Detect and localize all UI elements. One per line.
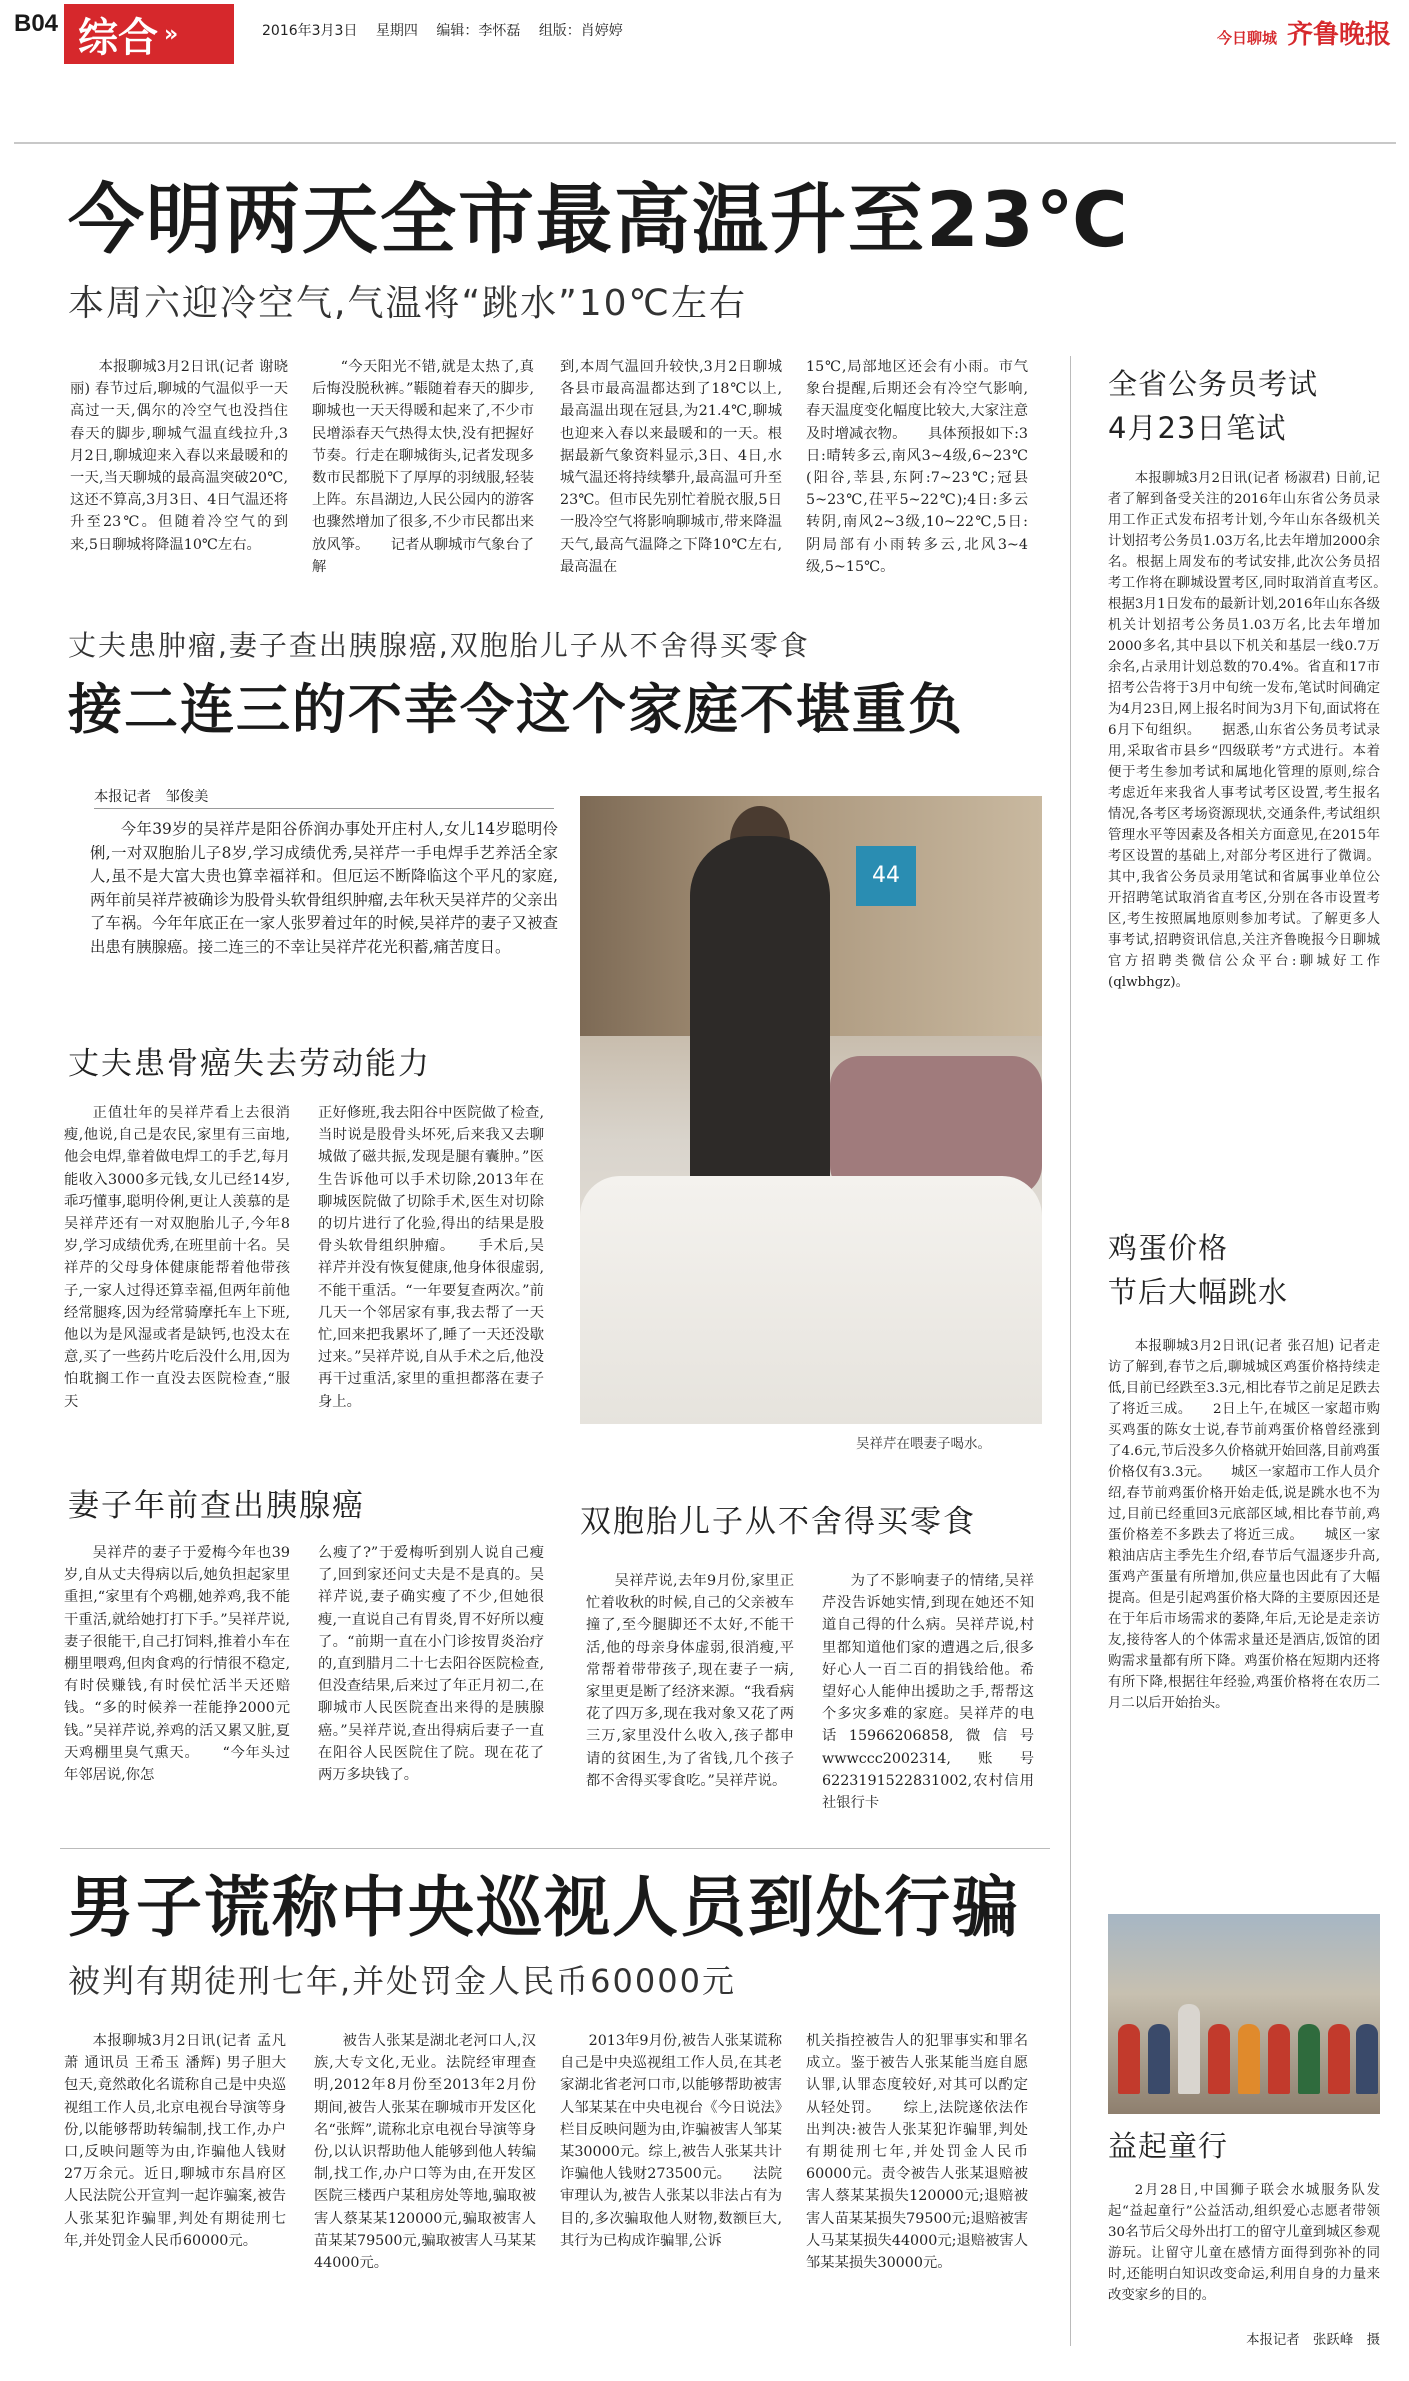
photo-kid <box>1328 2024 1350 2094</box>
egg-headline <box>1108 1226 1288 1314</box>
story2-section3-col1 <box>586 1570 794 1792</box>
story1-col1 <box>70 356 288 556</box>
story1-col1-text: 本报聊城3月2日讯(记者 谢晓丽) 春节过后,聊城的气温似乎一天高过一天,偶尔的冷空气也没挡住春天的脚步,聊城气温直线拉升,3月2日,聊城迎来入春以来最暖和的一天,当天聊城的最高温突破20℃,这还不算高,3月3日、4日气温还将升至23℃。但随着冷空气的到来,5日聊城将降温10℃左右。 <box>70 359 288 553</box>
egg-headline-line2: 节后大幅跳水 <box>1108 1275 1289 1309</box>
issue-editor: 编辑：李怀磊 <box>436 23 521 39</box>
brand-edition: 今日聊城 <box>1216 29 1277 47</box>
story2-section2-col2 <box>318 1542 544 1786</box>
kids-byline: 本报记者 张跃峰 摄 <box>1246 2333 1380 2348</box>
story2-section3-col2-text: 为了不影响妻子的情绪,吴祥芹没告诉她实情,到现在她还不知道自己得的什么病。吴祥芹说,村里都知道他们家的遭遇之后,很多好心人一百二百的捐钱给他。希望好心人能伸出援助之手,帮帮这个多灾多难的家庭。吴祥芹的电话15966206858,微信号wwwccc2002314,账号6223191522831002,农村信用社银行卡 <box>822 1573 1034 1812</box>
egg-article-text: 本报聊城3月2日讯(记者 张召旭) 记者走访了解到,春节之后,聊城城区鸡蛋价格持续走低,目前已经跌至3.3元,相比春节之前足足跌去了将近三成。 2日上午,在城区一家超市购买鸡蛋的陈女士说,春节前鸡蛋价格曾经涨到了4.6元,节后没多久价格就开始回落,目前鸡蛋价格仅有3.3元。 城区一家超市工作人员介绍,春节前鸡蛋价格开始走低,说是跳水也不为过,目前已经重回3元底部区域,相比春节前,鸡蛋价格差不多跌去了将近三成。 城区一家粮油店店主季先生介绍,春节后气温逐步升高,蛋鸡产蛋量有所增加,供应量也因此有了大幅提高。但是引起鸡蛋价格大降的主要原因还是在于年后市场需求的萎降,年后,无论是走亲访友,接待客人的个体需求量还是酒店,饭馆的团购需求量都有所下降。鸡蛋价格在短期内还将有所下降,根据往年经验,鸡蛋价格将在农历二月二以后开始抬头。 <box>1108 1339 1380 1711</box>
story2-kicker: 丈夫患肿瘤,妻子查出胰腺癌,双胞胎儿子从不舍得买零食 <box>68 629 810 662</box>
photo-kid <box>1238 2024 1260 2094</box>
story1-col3-text: 到,本周气温回升较快,3月2日聊城各县市最高温都达到了18℃以上,最高温出现在冠县,为21.4℃,聊城也迎来入春以来最暖和的一天。根据最新气象资料显示,3日、4日,水城气温还将持续攀升,最高温可升至23℃。但市民先别忙着脱衣服,5日一股冷空气将影响聊城市,带来降温天气,最高气温降之下降10℃左右,最高温在 <box>560 359 782 575</box>
section-banner <box>64 4 234 64</box>
story3-col4 <box>806 2030 1028 2274</box>
sidebar-divider <box>1070 356 1071 2346</box>
story3-divider <box>60 1848 1050 1849</box>
exam-headline-line2: 4月23日笔试 <box>1108 411 1287 445</box>
exam-headline <box>1108 362 1318 450</box>
story1-subheadline: 本周六迎冷空气,气温将“跳水”10℃左右 <box>68 283 747 324</box>
photo-room-sign: 44 <box>856 846 916 906</box>
section-title: 综合 <box>78 14 158 61</box>
story1-col2-text: “今天阳光不错,就是太热了,真后悔没脱秋裤。”䩨随着春天的脚步,聊城也一天天得暖和起来了,不少市民增添春天气热得太快,没有把握好节奏。行走在聊城街头,记者发现多数市民都脱下了厚厚的羽绒服,轻装上阵。东昌湖边,人民公园内的游客也骤然增加了很多,不少市民都出来放风筝。 记者从聊城市气象台了解 <box>312 359 534 575</box>
issue-weekday: 星期四 <box>375 23 418 39</box>
story1-col4 <box>806 356 1028 578</box>
exam-article <box>1108 468 1407 993</box>
story1-col3 <box>560 356 782 578</box>
story2-lead-text: 今年39岁的吴祥芹是阳谷侨润办事处开庄村人,女儿14岁聪明伶俐,一对双胞胎儿子8岁,学习成绩优秀,吴祥芹一手电焊手艺养活全家人,虽不是大富大贵也算幸福祥和。但厄运不断降临这个平凡的家庭,两年前吴祥芹被确诊为股骨头软骨组织肿瘤,去年秋天吴祥芹的父亲出了车祸。今年年底正在一家人张罗着过年的时候,吴祥芹的妻子又被查出患有胰腺癌。接二连三的不幸让吴祥芹花光积蓄,痛苦度日。 <box>90 820 558 956</box>
patient-photo <box>580 796 1042 1424</box>
story3-col1-text: 本报聊城3月2日讯(记者 孟凡萧 通讯员 王希玉 潘辉) 男子胆大包天,竟然敢化名谎称自己是中央巡视组工作人员,北京电视台导演等身份,以能够帮助转编制,找工作,办户口,反映问题等为由,诈骗他人钱财27万余元。近日,聊城市东昌府区人民法院公开宣判一起诈骗案,被告人张某犯诈骗罪,判处有期徒刑七年,并处罚金人民币60000元。 <box>64 2033 286 2249</box>
photo-kid <box>1298 2024 1320 2094</box>
chevron-right-icon: » <box>164 21 179 47</box>
brand-name: 齐鲁晚报 <box>1286 20 1391 50</box>
issue-meta <box>262 20 623 40</box>
story2-section1-col2 <box>318 1102 544 1413</box>
photo-kid <box>1178 2004 1200 2094</box>
page-number: B04 <box>14 10 59 37</box>
photo-kid <box>1208 2024 1230 2094</box>
story1-col4-text: 15℃,局部地区还会有小雨。市气象台提醒,后期还会有冷空气影响,春天温度变化幅度比较大,大家注意及时增减衣物。 具体预报如下:3日:晴转多云,南风3~4级,6~23℃(阳谷,莘县,东阿:7~23℃;冠县5~23℃,茌平5~22℃);4日:多云转阴,南风2~3级,10~22℃,5日:阴局部有小雨转多云,北风3~4级,5~15℃。 <box>806 359 1028 575</box>
story2-byline: 本报记者 邹俊美 <box>94 786 554 809</box>
story2-section2-col2-text: 么瘦了?”于爱梅听到别人说自己瘦了,回到家还问丈夫是不是真的。吴祥芹说,妻子确实瘦了不少,但她很瘦,一直说自己有胃炎,胃不好所以瘦了。“前期一直在小门诊按胃炎治疗的,直到腊月二十七去阳谷医院检查,但没查结果,后来过了年正月初二,在聊城市人民医院查出来得的是胰腺癌。”吴祥芹说,查出得病后妻子一直在阳谷人民医院住了院。现在花了两万多块钱了。 <box>318 1545 544 1784</box>
kids-article-text: 2月28日,中国狮子联会水城服务队发起“益起童行”公益活动,组织爱心志愿者带领30名节后父母外出打工的留守儿童到城区参观游玩。让留守儿童在感情方面得到弥补的同时,还能明白知识改变命运,利用自身的力量来改变家乡的目的。 <box>1108 2183 1380 2303</box>
issue-layout: 组版：肖婷婷 <box>538 23 623 39</box>
photo-kid <box>1148 2024 1170 2094</box>
photo-pillow <box>830 1056 1042 1196</box>
egg-headline-line1: 鸡蛋价格 <box>1108 1231 1229 1265</box>
story3-col3-text: 2013年9月份,被告人张某谎称自己是中央巡视组工作人员,在其老家湖北省老河口市,以能够帮助被害人邹某某在中央电视台《今日说法》栏目反映问题为由,诈骗被害人邹某某30000元。综上,被告人张某共计诈骗他人钱财273500元。 法院审理认为,被告人张某以非法占有为目的,多次骗取他人财物,数额巨大,其行为已构成诈骗罪,公诉 <box>560 2033 782 2249</box>
story2-section1-col2-text: 正好修班,我去阳谷中医院做了检查,当时说是股骨头坏死,后来我又去聊城做了磁共振,发现是腿有囊肿。”医生告诉他可以手术切除,2013年在聊城医院做了切除手术,医生对切除的切片进行了化验,得出的结果是股骨头软骨组织肿瘤。 手术后,吴祥芹并没有恢复健康,他身体很虚弱,不能干重活。“一年要复查两次。”前几天一个邻居家有事,我去帮了一天忙,回来把我累坏了,睡了一天还没歇过来。”吴祥芹说,自从手术之后,他没再干过重活,家里的重担都落在妻子身上。 <box>318 1105 544 1410</box>
story2-section2-col1-text: 吴祥芹的妻子于爱梅今年也39岁,自从丈夫得病以后,她负担起家里重担,“家里有个鸡棚,她养鸡,我不能干重活,就给她打打下手。”吴祥芹说,妻子很能干,自己打饲料,推着小车在棚里喂鸡,但肉食鸡的行情很不稳定,有时侯赚钱,有时侯忙活半天还赔钱。“多的时候养一茬能挣2000元钱。”吴祥芹说,养鸡的活又累又脏,夏天鸡棚里臭气熏天。 “今年头过年邻居说,你怎 <box>64 1545 290 1784</box>
issue-date: 2016年3月3日 <box>262 23 358 39</box>
exam-article-text: 本报聊城3月2日讯(记者 杨淑君) 日前,记者了解到备受关注的2016年山东省公务员录用工作正式发布招考计划,今年山东各级机关计划招考公务员1.03万名,比去年增加2000余名。根据上周发布的考试安排,此次公务员招考工作将在聊城设置考区,同时取消首直考区。 根据3月1日发布的最新计划,2016年山东各级机关计划招考公务员1.03万名,比去年增加2000多名,其中县以下机关和基层一线0.7万余名,占录用计划总数的70.4%。省直和17市招考公告将于3月中旬统一发布,笔试时间确定为4月23日,网上报名时间为3月下旬,面试将在6月下旬组织。 据悉,山东省公务员考试录用,采取省市县乡“四级联考”方式进行。本着便于考生参加考试和属地化管理的原则,综合考虑近年来我省人事考试考区设置,考生报名情况,各考区考场资源现状,交通条件,考试组织管理水平等因素及各相关方面意见,在2015年考区设置的基础上,对部分考区进行了微调。其中,我省公务员录用笔试和省属事业单位公开招聘笔试取消省直考区,分别在各市设置考区,考生按照属地原则参加考试。了解更多人事考试,招聘资讯信息,关注齐鲁晚报今日聊城官方招聘类微信公众平台:聊城好工作(qlwbhgz)。 <box>1108 471 1407 990</box>
story2-section1-col1-text: 正值壮年的吴祥芹看上去很消瘦,他说,自己是农民,家里有三亩地,他会电焊,靠着做电焊工的手艺,每月能收入3000多元钱,女儿已经14岁,乖巧懂事,聪明伶俐,更让人羡慕的是吴祥芹还有一对双胞胎儿子,今年8岁,学习成绩优秀,在班里前十名。吴祥芹的父母身体健康能帮着他带孩子,一家人过得还算幸福,但两年前他经常腿疼,因为经常骑摩托车上下班,他以为是风湿或者是缺钙,也没太在意,买了一些药片吃后没什么用,因为怕耽搁工作一直没去医院检查,“服天 <box>64 1105 290 1410</box>
egg-article <box>1108 1336 1380 1714</box>
story2-section3-col1-text: 吴祥芹说,去年9月份,家里正忙着收秋的时候,自己的父亲被车撞了,至今腿脚还不太好,不能干活,他的母亲身体虚弱,很消瘦,平常帮着带带孩子,现在妻子一病,家里更是断了经济来源。“我看病花了四万多,现在我对象又花了两三万,家里没什么收入,孩子都申请的贫困生,为了省钱,几个孩子都不舍得买零食吃。”吴祥芹说。 <box>586 1573 794 1789</box>
story1-col2 <box>312 356 534 578</box>
story3-col4-text: 机关指控被告人的犯罪事实和罪名成立。鉴于被告人张某能当庭自愿认罪,认罪态度较好,对其可以酌定从轻处罚。 综上,法院遂依法作出判决:被告人张某犯诈骗罪,判处有期徒刑七年,并处罚金人民币60000元。责令被告人张某退赔被害人蔡某某损失120000元;退赔被害人苗某某损失79500元;退赔被害人马某某损失44000元;退赔被害人邹某某损失30000元。 <box>806 2033 1028 2272</box>
photo-man-figure <box>690 836 830 1196</box>
patient-photo-caption: 吴祥芹在喂妻子喝水。 <box>856 1436 991 1452</box>
story3-subheadline: 被判有期徒刑七年,并处罚金人民币60000元 <box>68 1962 736 2000</box>
kids-headline: 益起童行 <box>1108 2129 1229 2163</box>
story2-section3-col2 <box>822 1570 1034 1814</box>
kids-article <box>1108 2180 1380 2306</box>
story2-section1-col1 <box>64 1102 290 1413</box>
exam-headline-line1: 全省公务员考试 <box>1108 367 1319 401</box>
story3-col3 <box>560 2030 782 2252</box>
story2-section1-heading: 丈夫患骨癌失去劳动能力 <box>68 1046 431 1082</box>
photo-kid <box>1356 2024 1378 2094</box>
kids-photo <box>1108 1914 1380 2114</box>
story3-col2 <box>314 2030 536 2274</box>
story2-section3-heading: 双胞胎儿子从不舍得买零食 <box>580 1504 976 1540</box>
photo-bed <box>580 1176 1042 1424</box>
paper-brand <box>1217 14 1391 51</box>
top-divider <box>14 142 1396 144</box>
story2-section2-col1 <box>64 1542 290 1786</box>
story3-headline: 男子谎称中央巡视人员到处行骗 <box>68 1869 1020 1946</box>
story2-section2-heading: 妻子年前查出胰腺癌 <box>68 1488 365 1524</box>
story2-headline: 接二连三的不幸令这个家庭不堪重负 <box>68 678 964 741</box>
photo-kid <box>1118 2024 1140 2094</box>
story3-col2-text: 被告人张某是湖北老河口人,汉族,大专文化,无业。法院经审理查明,2012年8月份至2013年2月份期间,被告人张某在聊城市开发区化名“张辉”,谎称北京电视台导演等身份,以认识帮助他人能够到他人转编制,找工作,办户口等为由,在开发区医院三楼西户某租房处等地,骗取被害人蔡某某120000元,骗取被害人苗某某79500元,骗取被害人马某某44000元。 <box>314 2033 536 2272</box>
photo-kid <box>1268 2024 1290 2094</box>
story3-col1 <box>64 2030 286 2252</box>
story1-headline: 今明两天全市最高温升至23℃ <box>68 175 1130 264</box>
story2-lead <box>90 818 558 959</box>
